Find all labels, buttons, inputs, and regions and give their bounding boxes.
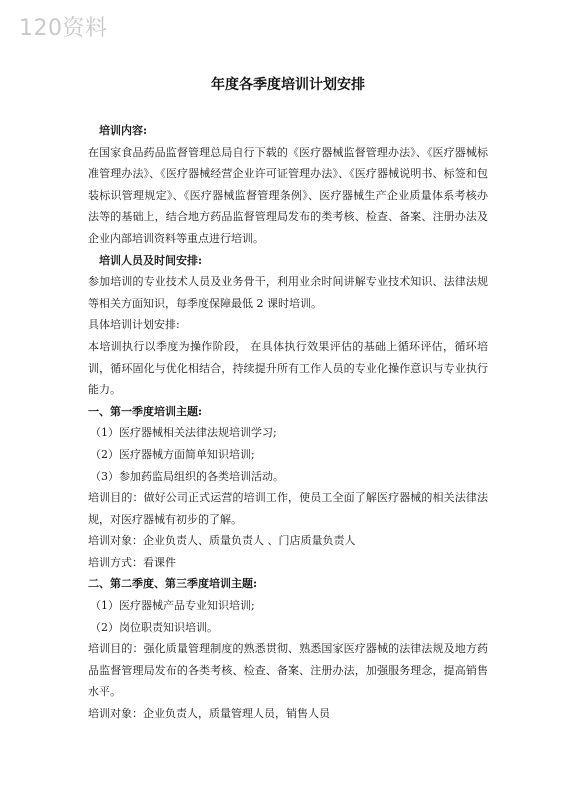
section-heading-staff-schedule: 培训人员及时间安排:: [99, 253, 203, 267]
q1-item: （3）参加药监局组织的各类培训活动。: [90, 469, 284, 483]
q23-item: （2）岗位职责知识培训。: [90, 620, 218, 634]
q1-goal: 培训目的：做好公司正式运营的培训工作，使员工全面了解医疗器械的相关法律法规，对医疗器械有初步的了解。: [88, 491, 488, 526]
q1-target: 培训对象：企业负责人、质量负责人 、门店质量负责人: [88, 534, 356, 548]
q23-target: 培训对象：企业负责人，质量管理人员，销售人员: [88, 707, 330, 721]
section-heading-content: 培训内容:: [99, 124, 148, 137]
q23-goal: 培训目的：强化质量管理制度的熟悉贯彻、熟悉国家医疗器械的法律法规及地方药品监督管理局发布的各类考核、检查、备案、注册办法，加强服务理念，提高销售水平。: [88, 642, 488, 699]
q1-method: 培训方式：看课件: [88, 555, 176, 569]
q1-heading: 一、第一季度培训主题:: [88, 404, 203, 418]
q23-heading: 二、第二季度、第三季度培训主题:: [88, 577, 258, 591]
plan-label: 具体培训计划安排:: [88, 318, 180, 332]
plan-body: 本培训执行以季度为操作阶段， 在具体执行效果评估的基础上循环评估，循环培训，循环固化与优化相结合，持续提升所有工作人员的专业化操作意识与专业执行能力。: [88, 339, 488, 397]
section-body-content: 在国家食品药品监督管理总局自行下载的《医疗器械监督管理办法》、《医疗器械标准管理办法》、《医疗器械经营企业许可证管理办法》、《医疗器械说明书、标签和包装标识管理规定》、《医疗器械监督管理条例》、医疗器械生产企业质量体系考核办法等的基础上，结合地方药品监督管理局发布的类考核、检查、备案、注册办法及企业内部培训资料等重点进行培训。: [88, 145, 488, 245]
q1-item: （1）医疗器械相关法律法规培训学习;: [90, 426, 277, 440]
q23-item: （1）医疗器械产品专业知识培训;: [90, 599, 255, 613]
watermark-logo: 120资料: [19, 16, 108, 41]
q1-item: （2）医疗器械方面简单知识培训;: [90, 447, 255, 461]
document-page: [88, 74, 488, 725]
section-body-staff-schedule: 参加培训的专业技术人员及业务骨干，利用业余时间讲解专业技术知识、法律法规等相关方面知识，每季度保障最低 2 课时培训。: [88, 275, 488, 310]
document-title: 年度各季度培训计划安排: [211, 77, 365, 93]
